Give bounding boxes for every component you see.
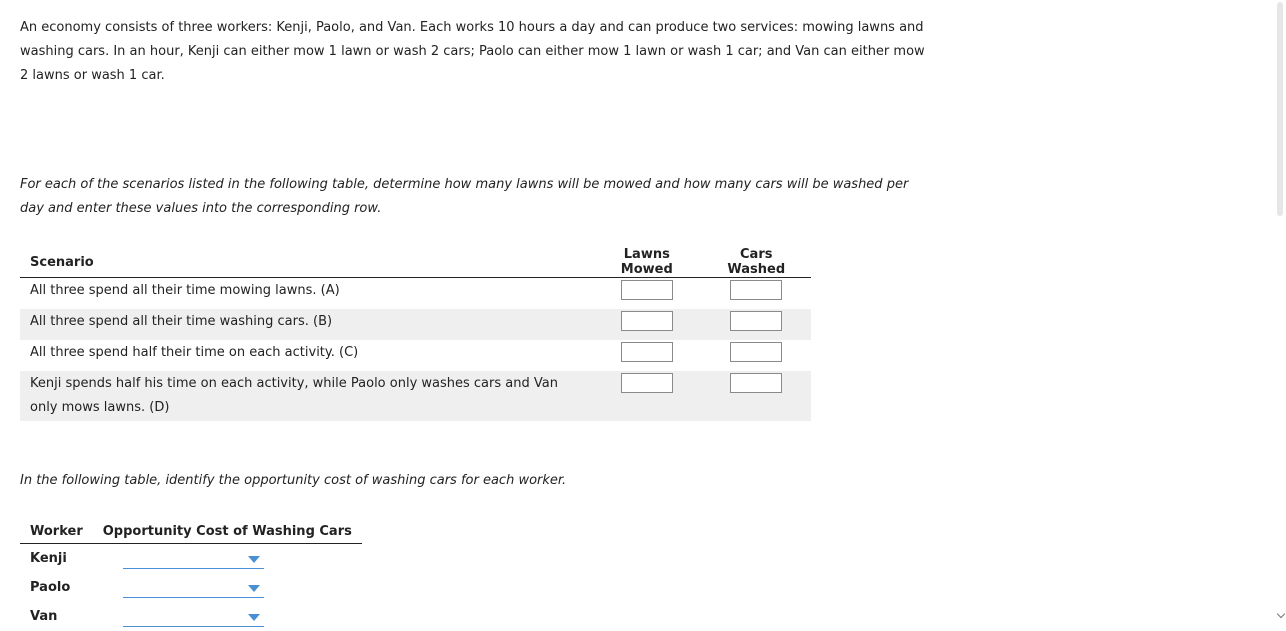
scrollbar-thumb[interactable] — [1277, 2, 1283, 216]
worker-name: Kenji — [30, 551, 67, 566]
intro-paragraph: An economy consists of three workers: Kenji, Paolo, and Van. Each works 10 hours a day and can produce two services: mowing lawns and washing cars. In an hour, Kenji can either mow 1 lawn or wash 2 cars; Paolo can either mow 1 lawn or wash 1 car; and Van can either mow 2 lawns or wash 1 car. — [20, 20, 925, 83]
table-row — [20, 309, 811, 340]
opportunity-cost-table — [20, 520, 362, 631]
worker-name: Van — [30, 609, 58, 624]
cars-washed-input-b[interactable] — [730, 311, 782, 331]
scenario-header: Scenario — [20, 247, 592, 278]
table-row — [20, 573, 362, 602]
worker-name: Paolo — [30, 580, 71, 595]
table-row — [20, 371, 811, 421]
chevron-down-icon — [248, 614, 260, 621]
cars-washed-input-a[interactable] — [730, 280, 782, 300]
scenario-label: All three spend half their time on each activity. (C) — [30, 345, 359, 360]
opportunity-cost-header-row — [20, 520, 362, 544]
scroll-down-icon[interactable] — [1277, 610, 1285, 618]
opportunity-cost-dropdown-van[interactable] — [123, 608, 264, 627]
table-row — [20, 602, 362, 631]
lawns-mowed-input-d[interactable] — [621, 373, 673, 393]
cars-washed-header: Cars Washed — [702, 247, 812, 278]
opportunity-cost-instruction: In the following table, identify the opportunity cost of washing cars for each worker. — [20, 473, 567, 488]
lawns-mowed-header: Lawns Mowed — [592, 247, 701, 278]
scenario-label: All three spend all their time washing cars. (B) — [20, 309, 592, 340]
lawns-mowed-input-c[interactable] — [621, 342, 673, 362]
cars-washed-input-c[interactable] — [730, 342, 782, 362]
opportunity-cost-header: Opportunity Cost of Washing Cars — [93, 520, 362, 544]
worker-header: Worker — [20, 520, 93, 544]
vertical-scrollbar[interactable] — [1274, 0, 1286, 621]
chevron-down-icon — [248, 556, 260, 563]
lawns-mowed-input-b[interactable] — [621, 311, 673, 331]
opportunity-cost-dropdown-kenji[interactable] — [123, 550, 264, 569]
cars-washed-input-d[interactable] — [730, 373, 782, 393]
scenario-instruction: For each of the scenarios listed in the following table, determine how many lawns will be mowed and how many cars will be washed per day and enter these values into the corresponding row. — [20, 177, 909, 216]
opportunity-cost-dropdown-paolo[interactable] — [123, 579, 264, 598]
question-content — [20, 16, 930, 624]
scenario-label: Kenji spends half his time on each activity, while Paolo only washes cars and Van only mows lawns. (D) — [20, 371, 592, 421]
lawns-mowed-input-a[interactable] — [621, 280, 673, 300]
scenario-label: All three spend all their time mowing lawns. (A) — [30, 283, 340, 298]
table-row — [20, 544, 362, 574]
table-row — [20, 340, 811, 371]
scenario-table — [20, 247, 811, 421]
chevron-down-icon — [248, 585, 260, 592]
table-row — [20, 278, 811, 310]
scenario-table-header — [20, 247, 811, 278]
